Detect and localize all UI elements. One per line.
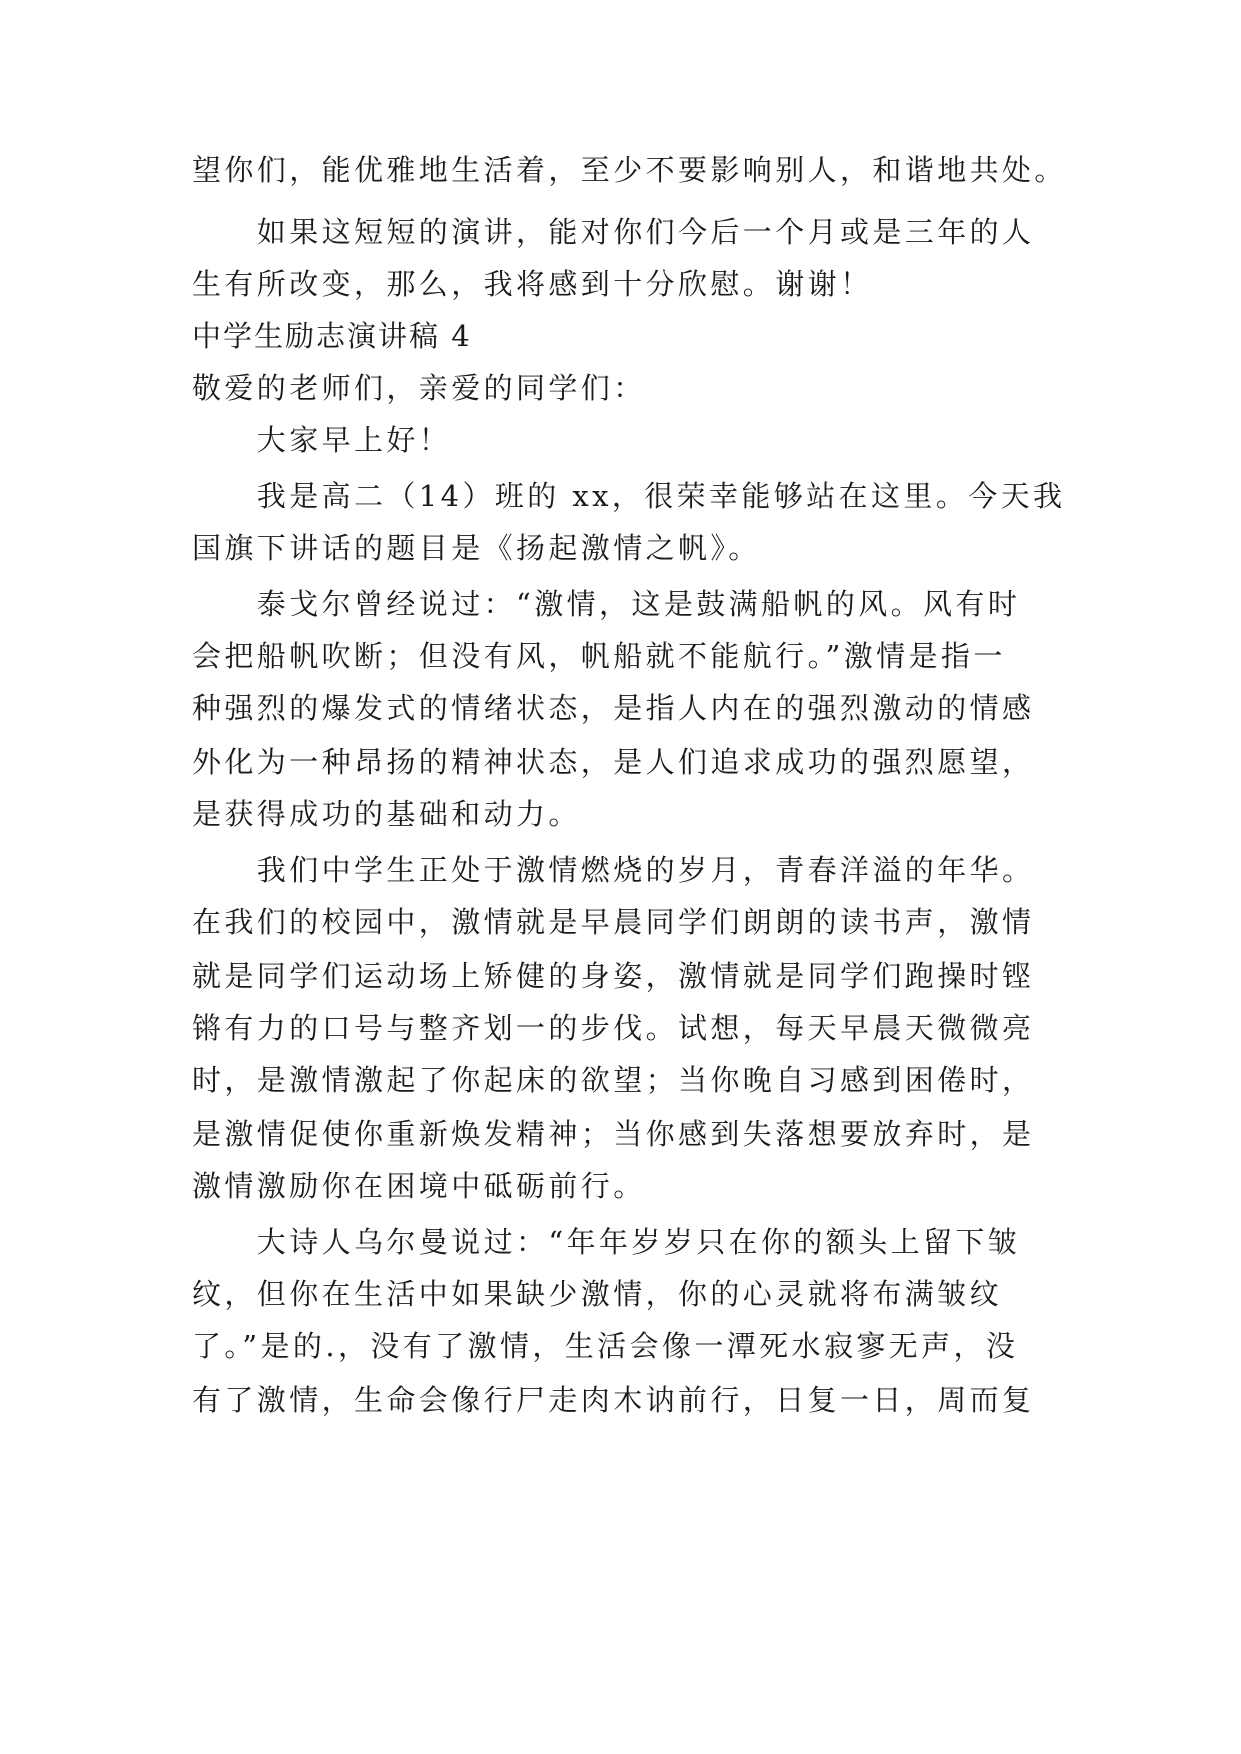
text-line: 我们中学生正处于激情燃烧的岁月，青春洋溢的年华。 <box>192 853 1035 887</box>
greeting: 大家早上好！ <box>192 423 452 457</box>
text-line: 纹，但你在生活中如果缺少激情，你的心灵就将布满皱纹 <box>192 1277 1003 1311</box>
text-line: 了。”是的.，没有了激情，生活会像一潭死水寂寥无声，没 <box>192 1329 1019 1363</box>
text-line: 望你们，能优雅地生活着，至少不要影响别人，和谐地共处。 <box>192 153 1067 187</box>
text-line: 如果这短短的演讲，能对你们今后一个月或是三年的人 <box>192 215 1035 249</box>
text-line: 会把船帆吹断；但没有风，帆船就不能航行。”激情是指一 <box>192 639 1006 673</box>
text-line: 大诗人乌尔曼说过：“年年岁岁只在你的额头上留下皱 <box>192 1225 1021 1259</box>
text-line: 我是高二（14）班的 xx，很荣幸能够站在这里。今天我 <box>192 479 1066 513</box>
section-heading: 中学生励志演讲稿 4 <box>192 319 472 353</box>
salutation: 敬爱的老师们，亲爱的同学们： <box>192 371 646 405</box>
text-line: 在我们的校园中，激情就是早晨同学们朗朗的读书声，激情 <box>192 905 1035 939</box>
text-line: 泰戈尔曾经说过：“激情，这是鼓满船帆的风。风有时 <box>192 587 1021 621</box>
text-line: 就是同学们运动场上矫健的身姿，激情就是同学们跑操时铿 <box>192 959 1035 993</box>
text-line: 外化为一种昂扬的精神状态，是人们追求成功的强烈愿望， <box>192 745 1035 779</box>
text-line: 激情激励你在困境中砥砺前行。 <box>192 1169 646 1203</box>
text-line: 是激情促使你重新焕发精神；当你感到失落想要放弃时，是 <box>192 1117 1035 1151</box>
text-line: 生有所改变，那么，我将感到十分欣慰。谢谢！ <box>192 267 873 301</box>
text-line: 有了激情，生命会像行尸走肉木讷前行，日复一日，周而复 <box>192 1383 1035 1417</box>
text-line: 锵有力的口号与整齐划一的步伐。试想，每天早晨天微微亮 <box>192 1011 1035 1045</box>
text-line: 种强烈的爆发式的情绪状态，是指人内在的强烈激动的情感 <box>192 691 1035 725</box>
text-line: 国旗下讲话的题目是《扬起激情之帆》。 <box>192 531 761 565</box>
text-line: 时，是激情激起了你起床的欲望；当你晚自习感到困倦时， <box>192 1063 1035 1097</box>
text-line: 是获得成功的基础和动力。 <box>192 797 581 831</box>
